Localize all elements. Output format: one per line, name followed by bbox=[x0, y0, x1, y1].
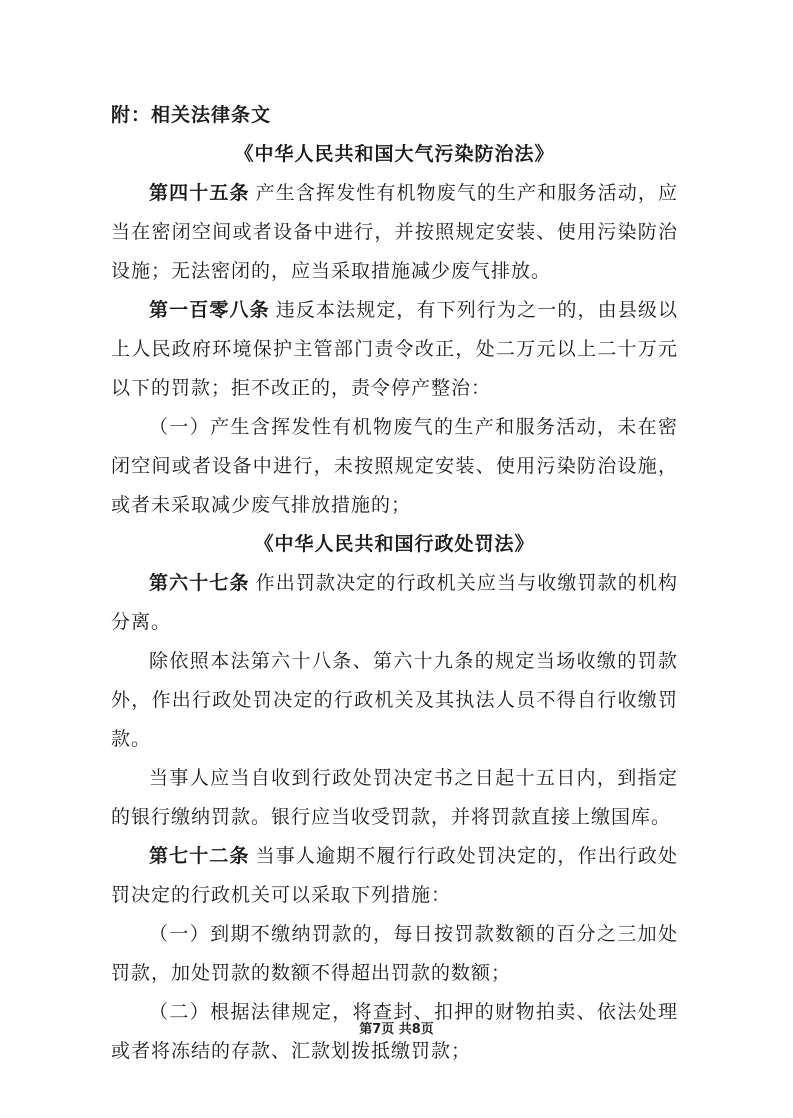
article-text: 除依照本法第六十八条、第六十九条的规定当场收缴的罚款外，作出行政处罚决定的行政机关及其执法人员不得自行收缴罚款。 bbox=[111, 650, 678, 750]
article-paragraph bbox=[111, 408, 678, 525]
law-title-air-pollution: 《中华人民共和国大气污染防治法》 bbox=[234, 143, 555, 165]
article-text: （一）到期不缴纳罚款的，每日按罚款数额的百分之三加处罚款，加处罚款的数额不得超出罚款的数额； bbox=[111, 923, 678, 984]
article-text: 作出罚款决定的行政机关应当与收缴罚款的机构分离。 bbox=[111, 572, 678, 633]
article-text: 当事人应当自收到行政处罚决定书之日起十五日内，到指定的银行缴纳罚款。银行应当收受罚款，并将罚款直接上缴国库。 bbox=[111, 767, 678, 828]
article-paragraph bbox=[111, 291, 678, 408]
article-label: 第一百零八条 bbox=[149, 299, 270, 321]
article-paragraph bbox=[111, 564, 678, 642]
document-body bbox=[111, 96, 678, 1071]
article-label: 第四十五条 bbox=[149, 182, 250, 204]
article-label: 第六十七条 bbox=[149, 572, 250, 594]
article-paragraph bbox=[111, 642, 678, 759]
law-title-administrative-penalty: 《中华人民共和国行政处罚法》 bbox=[254, 533, 535, 555]
article-paragraph bbox=[111, 915, 678, 993]
article-text: 当事人逾期不履行行政处罚决定的，作出行政处罚决定的行政机关可以采取下列措施： bbox=[111, 845, 678, 906]
article-paragraph bbox=[111, 174, 678, 291]
article-label: 第七十二条 bbox=[149, 845, 250, 867]
page-number-footer: 第7页 共8页 bbox=[359, 1022, 434, 1037]
article-text: 违反本法规定，有下列行为之一的，由县级以上人民政府环境保护主管部门责令改正，处二万元以上二十万元以下的罚款；拒不改正的，责令停产整治： bbox=[111, 299, 678, 399]
article-text: （一）产生含挥发性有机物废气的生产和服务活动，未在密闭空间或者设备中进行，未按照规定安装、使用污染防治设施，或者未采取减少废气排放措施的； bbox=[111, 416, 678, 516]
article-paragraph bbox=[111, 759, 678, 837]
article-text: （二）根据法律规定，将查封、扣押的财物拍卖、依法处理或者将冻结的存款、汇款划拨抵缴罚款； bbox=[111, 1001, 678, 1062]
article-paragraph bbox=[111, 837, 678, 915]
article-text: 产生含挥发性有机物废气的生产和服务活动，应当在密闭空间或者设备中进行，并按照规定安装、使用污染防治设施；无法密闭的，应当采取措施减少废气排放。 bbox=[111, 182, 678, 282]
attachment-heading: 附：相关法律条文 bbox=[111, 104, 272, 126]
